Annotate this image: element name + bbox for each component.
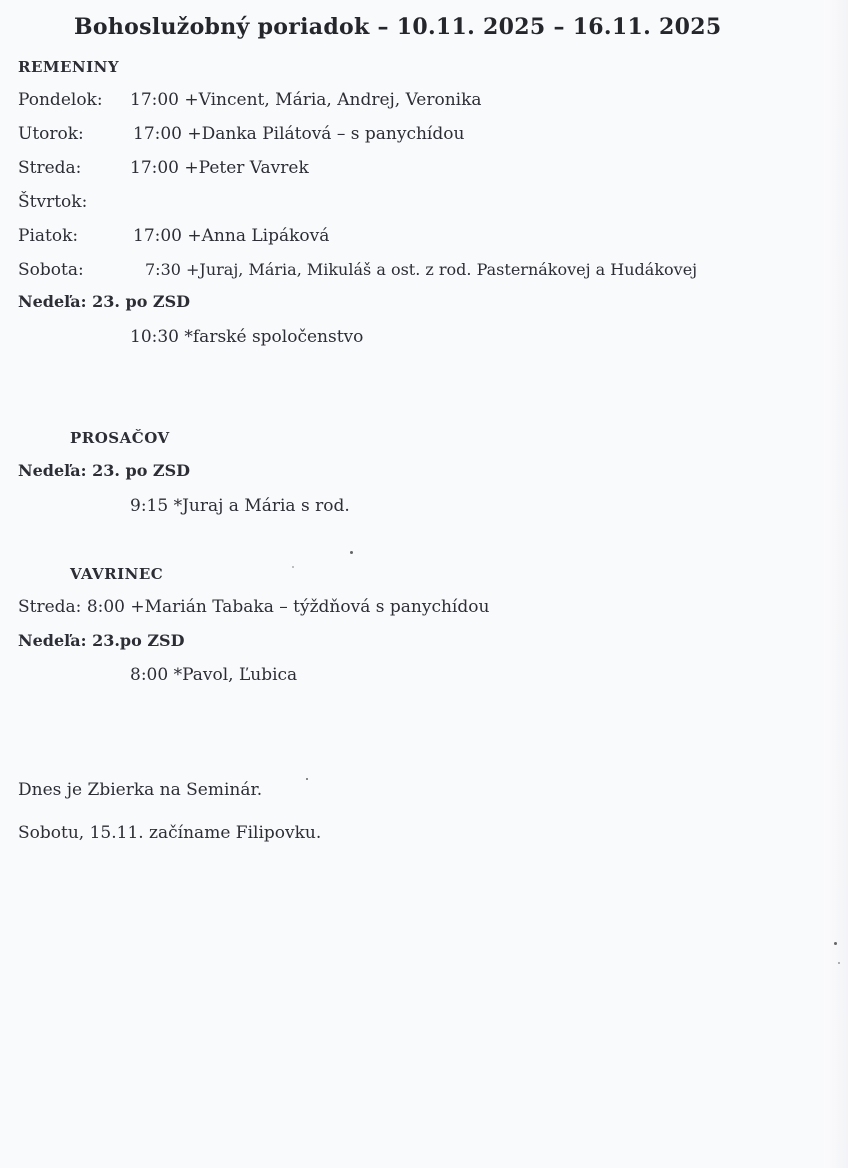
sunday-label-remeniny: Nedeľa: 23. po ZSD <box>18 292 191 311</box>
day-label-wednesday: Streda: <box>18 158 82 178</box>
mass-entry-monday: 17:00 +Vincent, Mária, Andrej, Veronika <box>130 90 482 110</box>
mass-entry-wednesday-vavrinec: Streda: 8:00 +Marián Tabaka – týždňová s panychídou <box>18 597 490 617</box>
day-label-saturday: Sobota: <box>18 260 84 280</box>
day-label-thursday: Štvrtok: <box>18 192 88 212</box>
mass-entry-sunday-vavrinec: 8:00 *Pavol, Ľubica <box>130 665 298 685</box>
scan-edge-shadow <box>824 0 848 1168</box>
mass-entry-sunday-prosacov: 9:15 *Juraj a Mária s rod. <box>130 496 350 516</box>
section-heading-vavrinec: VAVRINEC <box>70 565 164 583</box>
day-label-tuesday: Utorok: <box>18 124 84 144</box>
sunday-label-vavrinec: Nedeľa: 23.po ZSD <box>18 631 185 650</box>
section-heading-prosacov: PROSAČOV <box>70 429 170 447</box>
scan-speck <box>350 551 353 554</box>
day-label-monday: Pondelok: <box>18 90 103 110</box>
mass-entry-tuesday: 17:00 +Danka Pilátová – s panychídou <box>133 124 465 144</box>
announcement-filipovka: Sobotu, 15.11. začíname Filipovku. <box>18 823 322 843</box>
scan-speck <box>834 942 837 945</box>
mass-entry-friday: 17:00 +Anna Lipáková <box>133 226 330 246</box>
announcement-collection: Dnes je Zbierka na Seminár. <box>18 780 263 800</box>
scan-speck <box>306 778 308 780</box>
sunday-label-prosacov: Nedeľa: 23. po ZSD <box>18 461 191 480</box>
day-label-friday: Piatok: <box>18 226 79 246</box>
page-title: Bohoslužobný poriadok – 10.11. 2025 – 16.11. 2025 <box>74 14 722 40</box>
mass-entry-saturday: 7:30 +Juraj, Mária, Mikuláš a ost. z rod. Pasternákovej a Hudákovej <box>145 260 698 279</box>
mass-entry-wednesday: 17:00 +Peter Vavrek <box>130 158 309 178</box>
mass-entry-sunday-remeniny: 10:30 *farské spoločenstvo <box>130 327 364 347</box>
section-heading-remeniny: REMENINY <box>18 58 120 76</box>
scan-speck <box>292 566 294 568</box>
scan-speck <box>838 962 840 964</box>
